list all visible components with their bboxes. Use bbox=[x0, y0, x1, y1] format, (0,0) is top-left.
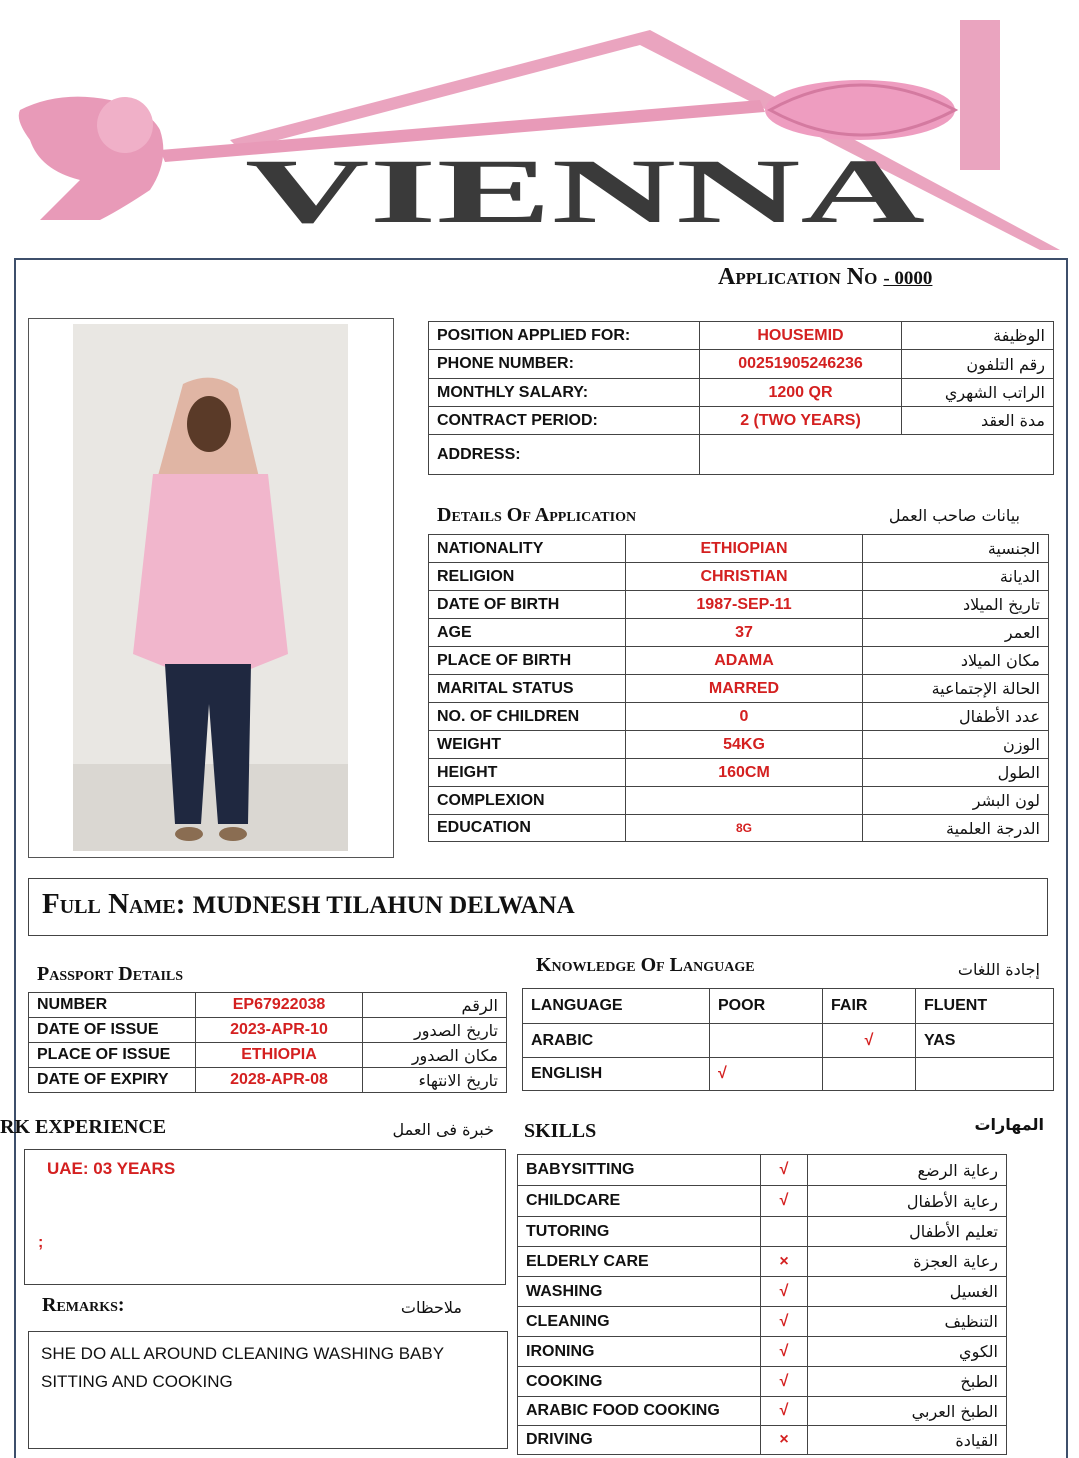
details-heading-arabic: بيانات صاحب العمل bbox=[888, 506, 1020, 525]
remarks-heading: Remarks: bbox=[42, 1294, 125, 1316]
work-line-1: UAE: 03 YEARS bbox=[47, 1159, 176, 1178]
application-number: Application No - 0000 bbox=[718, 264, 933, 290]
passport-heading: Passport Details bbox=[37, 963, 184, 985]
full-name-value: MUDNESH TILAHUN DELWANA bbox=[192, 892, 575, 919]
details-table: NATIONALITY ETHIOPIAN الجنسية RELIGION CHRISTIAN الديانة DATE OF BIRTH 1987-SEP-11 تاريخ الميلاد AGE 37 العمر PLACE OF BIRTH ADAMA مكان الميلاد MARITAL STATUS MARRED الحالة الإجتماعية NO. OF CHILDREN 0 عدد الأطفال WEIGHT 54KG الوزن HEIGHT 160CM الطول COMPLEXION لون البشر EDUCATION 8G الدرجة العلمية bbox=[428, 534, 1049, 842]
brand-text: VIENNA bbox=[245, 140, 925, 242]
position-table: POSITION APPLIED FOR: HOUSEMID الوظيفة PHONE NUMBER: 00251905246236 رقم التلفون MONTHLY SALARY: 1200 QR الراتب الشهري CONTRACT PERIOD: 2 (TWO YEARS) مدة العقد ADDRESS: bbox=[428, 321, 1054, 475]
language-table: LANGUAGE POOR FAIR FLUENT ARABIC √ YAS ENGLISH √ bbox=[522, 988, 1054, 1091]
language-heading: Knowledge Of Language bbox=[536, 954, 755, 976]
skills-heading: SKILLS bbox=[524, 1120, 597, 1142]
work-heading-arabic: خبرة فى العمل bbox=[392, 1120, 494, 1139]
work-line-2: ; bbox=[38, 1234, 44, 1251]
applicant-photo bbox=[73, 324, 348, 851]
application-number-value: - 0000 bbox=[883, 268, 933, 289]
remarks-text: SHE DO ALL AROUND CLEANING WASHING BABY SITTING AND COOKING bbox=[41, 1344, 444, 1391]
passport-table: NUMBER EP67922038 الرقم DATE OF ISSUE 2023-APR-10 تاريخ الصدور PLACE OF ISSUE ETHIOPIA مكان الصدور DATE OF EXPIRY 2028-APR-08 تاريخ الانتهاء bbox=[28, 992, 507, 1093]
skills-table: BABYSITTING √ رعاية الرضع CHILDCARE √ رعاية الأطفال TUTORING تعليم الأطفال ELDERLY CARE × رعاية العجزة WASHING √ الغسيل CLEANING √ التنظيف IRONING √ الكوي COOKING √ الطبخ ARABIC FOOD COOKING √ الطبخ العربي DRIVING × القيادة bbox=[517, 1154, 1007, 1455]
details-heading: Details Of Application bbox=[437, 504, 637, 526]
language-heading-arabic: إجادة اللغات bbox=[957, 960, 1040, 979]
skills-heading-arabic: المهارات bbox=[974, 1115, 1044, 1134]
work-heading: RK EXPERIENCE bbox=[0, 1116, 167, 1138]
vienna-logo bbox=[0, 0, 1079, 250]
full-name: Full Name: MUDNESH TILAHUN DELWANA bbox=[42, 888, 575, 920]
remarks-heading-arabic: ملاحظات bbox=[400, 1298, 462, 1317]
